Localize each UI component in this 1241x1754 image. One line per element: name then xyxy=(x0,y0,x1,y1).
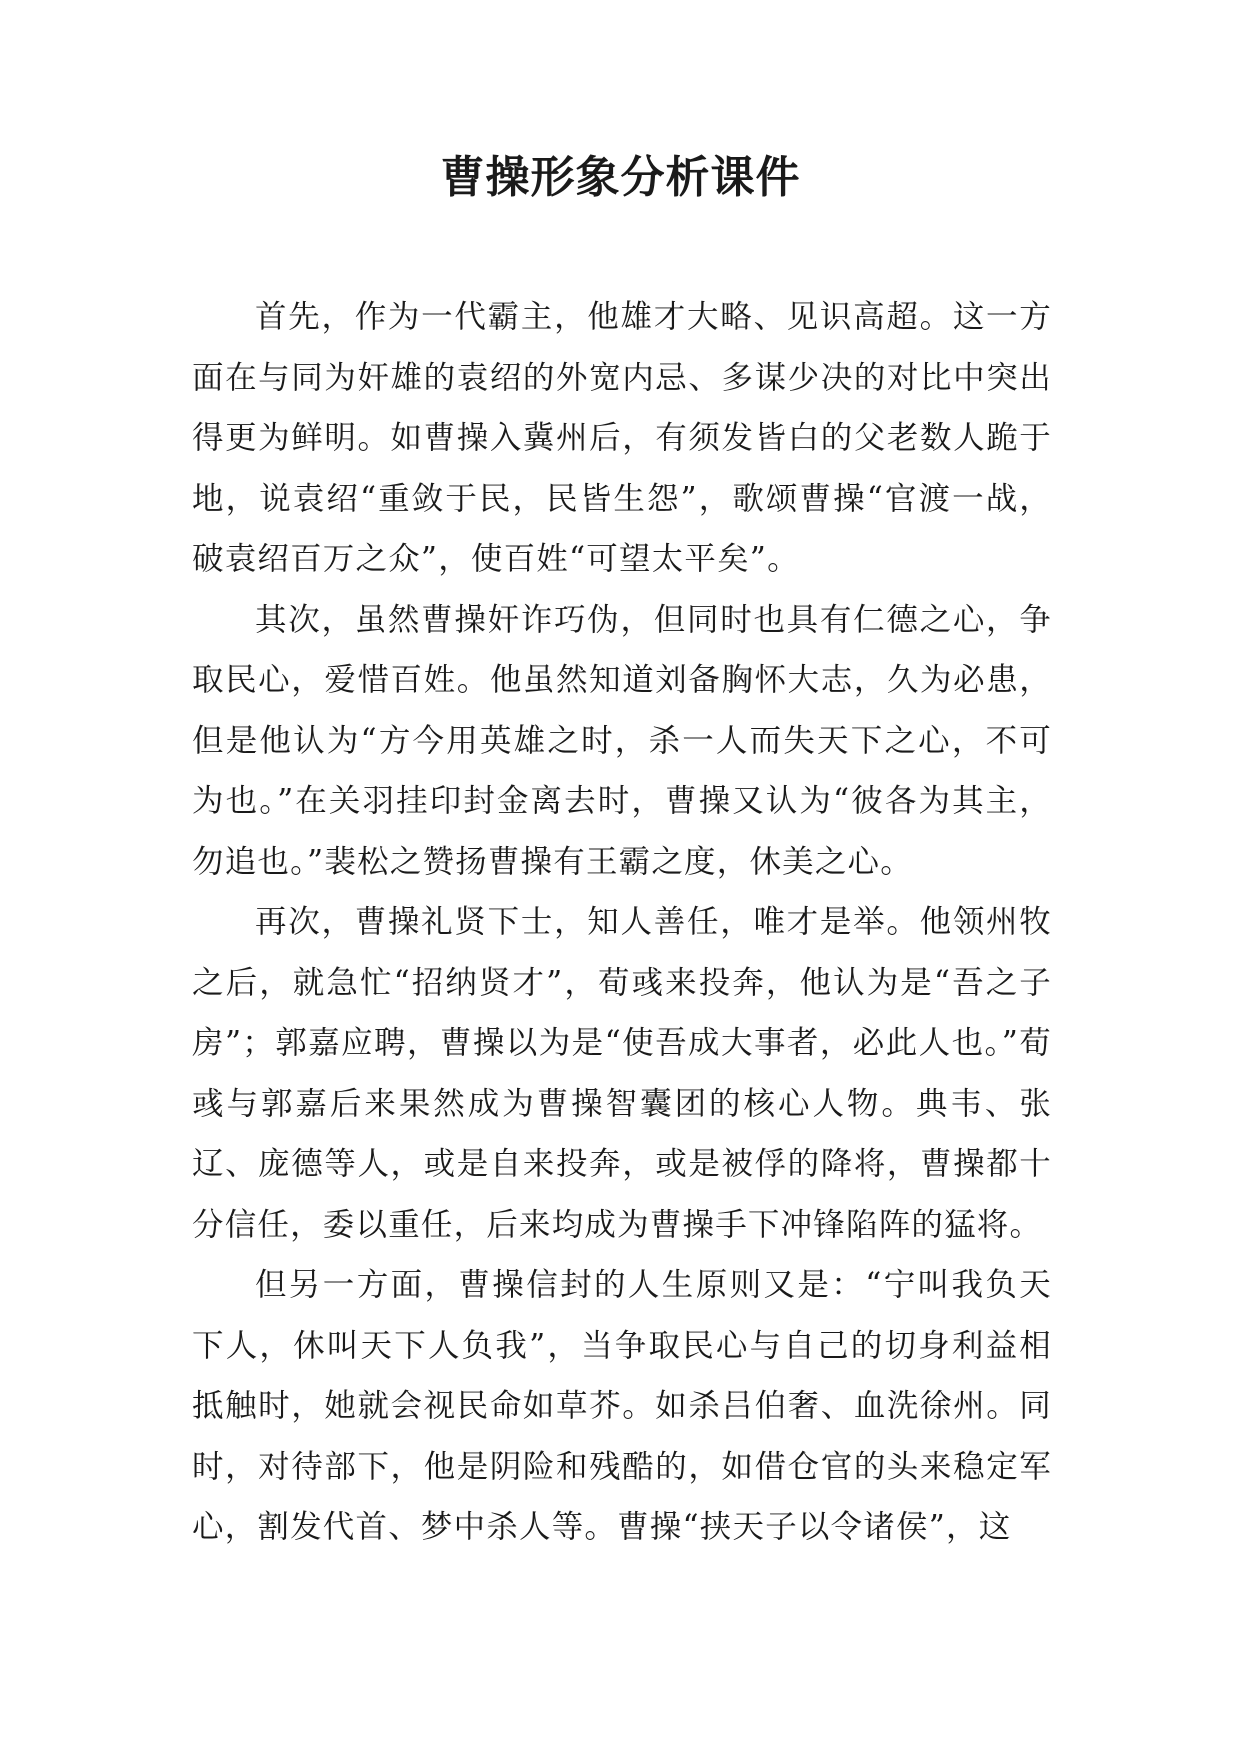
paragraph-3: 再次，曹操礼贤下士，知人善任，唯才是举。他领州牧之后，就急忙“招纳贤才”，荀彧来投奔，他认为是“吾之子房”；郭嘉应聘，曹操以为是“使吾成大事者，必此人也。”荀彧与郭嘉后来果然成为曹操智囊团的核心人物。典韦、张辽、庞德等人，或是自来投奔，或是被俘的降将，曹操都十分信任，委以重任，后来均成为曹操手下冲锋陷阵的猛将。 xyxy=(192,904,1052,1243)
paragraph-1: 首先，作为一代霸主，他雄才大略、见识高超。这一方面在与同为奸雄的袁绍的外宽内忌、多谋少决的对比中突出得更为鲜明。如曹操入冀州后，有须发皆白的父老数人跪于地，说袁绍“重敛于民，民皆生怨”，歌颂曹操“官渡一战，破袁绍百万之众”，使百姓“可望太平矣”。 xyxy=(192,299,1052,577)
document-title: 曹操形象分析课件 xyxy=(440,152,801,203)
paragraph-4: 但另一方面，曹操信封的人生原则又是：“宁叫我负天下人，休叫天下人负我”，当争取民心与自己的切身利益相抵触时，她就会视民命如草芥。如杀吕伯奢、血洗徐州。同时，对待部下，他是阴险和残酷的，如借仓官的头来稳定军心，割发代首、梦中杀人等。曹操“挟天子以令诸侯”，这 xyxy=(192,1267,1052,1545)
paragraph-2: 其次，虽然曹操奸诈巧伪，但同时也具有仁德之心，争取民心，爱惜百姓。他虽然知道刘备胸怀大志，久为必患，但是他认为“方今用英雄之时，杀一人而失天下之心，不可为也。”在关羽挂印封金离去时，曹操又认为“彼各为其主，勿追也。”裴松之赞扬曹操有王霸之度，休美之心。 xyxy=(192,601,1052,880)
document-body xyxy=(192,287,1052,1558)
